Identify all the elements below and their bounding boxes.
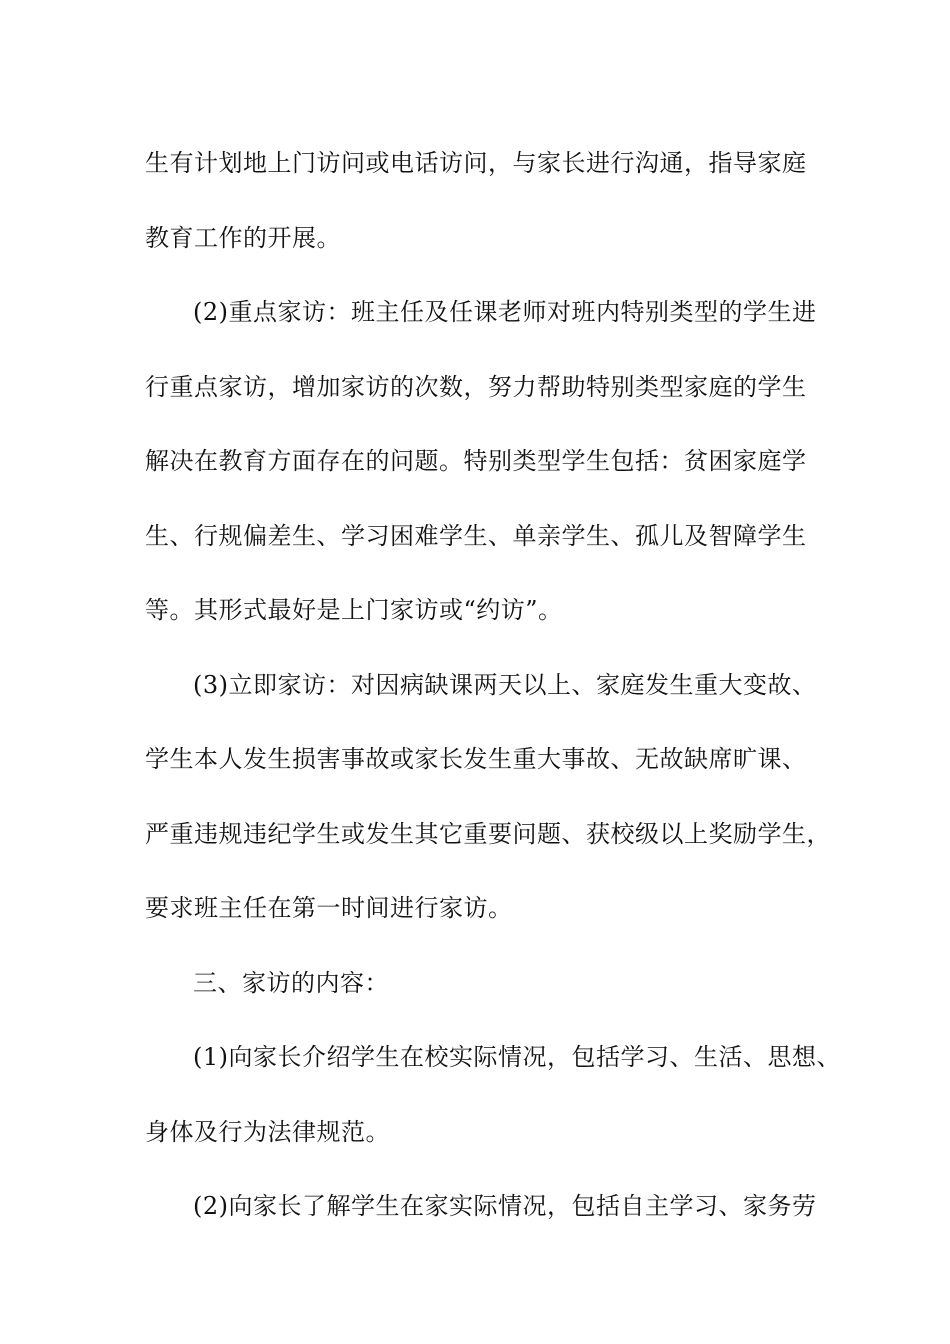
text-line: 行重点家访，增加家访的次数，努力帮助特别类型家庭的学生 bbox=[145, 372, 807, 401]
text-line: (1)向家长介绍学生在校实际情况，包括学习、生活、思想、 bbox=[193, 1043, 841, 1071]
text-line: (2)向家长了解学生在家实际情况，包括自主学习、家务劳 bbox=[193, 1192, 817, 1220]
text-line: 解决在教育方面存在的问题。特别类型学生包括：贫困家庭学 bbox=[145, 447, 807, 475]
text-line: 等。其形式最好是上门家访或“约访”。 bbox=[145, 596, 563, 624]
text-line: (2)重点家访：班主任及任课老师对班内特别类型的学生进 bbox=[193, 298, 817, 326]
text-line: 教育工作的开展。 bbox=[145, 223, 341, 252]
text-line: 生有计划地上门访问或电话访问，与家长进行沟通，指导家庭 bbox=[145, 149, 807, 177]
text-line: 身体及行为法律规范。 bbox=[145, 1117, 390, 1146]
text-line: 生、行规偏差生、学习困难学生、单亲学生、孤儿及智障学生 bbox=[145, 521, 807, 550]
text-line: 学生本人发生损害事故或家长发生重大事故、无故缺席旷课、 bbox=[145, 745, 807, 773]
section-heading: 三、家访的内容： bbox=[193, 968, 389, 997]
text-line: (3)立即家访：对因病缺课两天以上、家庭发生重大变故、 bbox=[193, 670, 817, 699]
text-line: 严重违规违纪学生或发生其它重要问题、获校级以上奖励学生， bbox=[145, 819, 831, 848]
text-line: 要求班主任在第一时间进行家访。 bbox=[145, 894, 513, 922]
document-body bbox=[145, 126, 841, 1244]
